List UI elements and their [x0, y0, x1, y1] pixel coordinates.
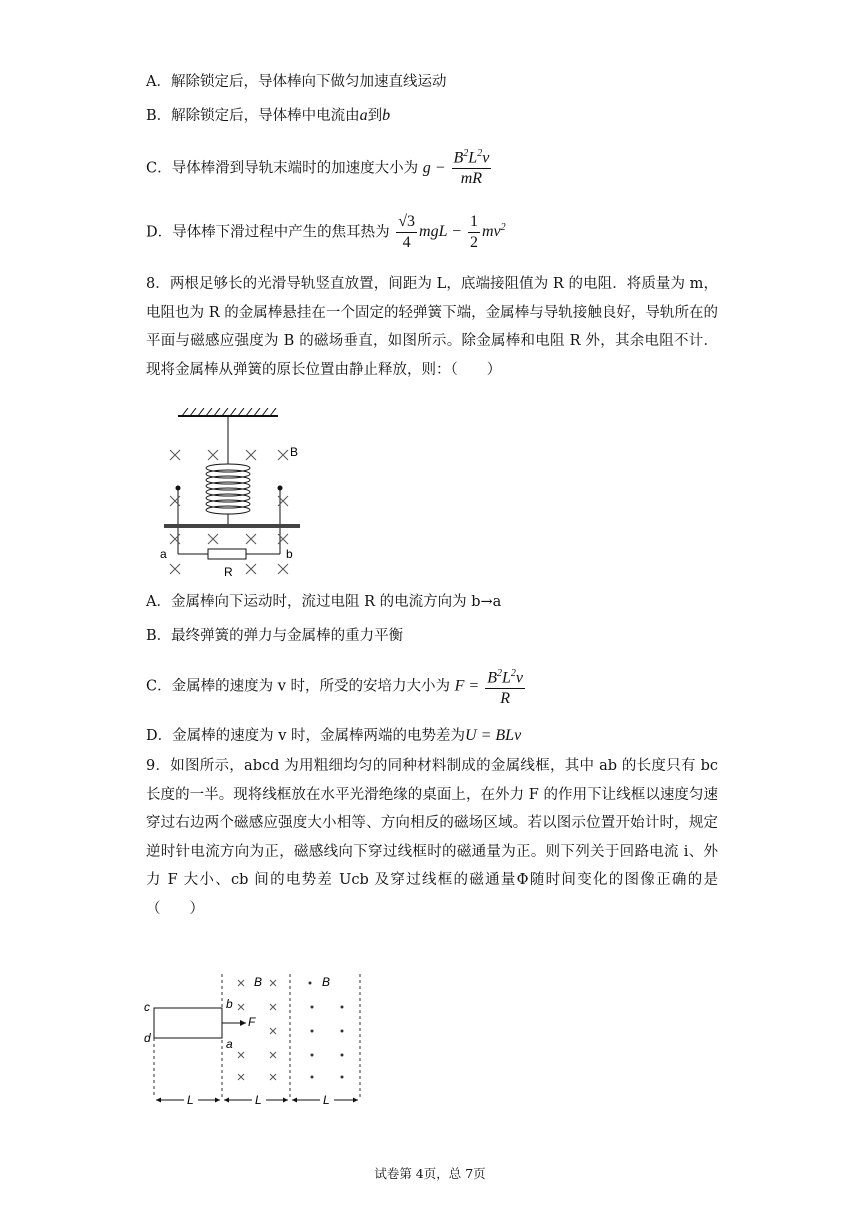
metal-rod — [164, 524, 300, 528]
q8-stem: 8．两根足够长的光滑导轨竖直放置，间距为 L，底端接阻值为 R 的电阻．将质量为 m，电阻也为 R 的金属棒悬挂在一个固定的轻弹簧下端，金属棒与导轨接触良好，导轨所在的平面与磁感应强度为 B 的磁场垂直，如图所示。除金属棒和电阻 R 外，其余电阻不计．现将金属棒从弹簧的原长位置由静止释放，则：（ ） — [146, 276, 718, 378]
q8-option-d — [146, 726, 521, 746]
fig9-label-L1: L — [187, 1093, 194, 1107]
fig9-label-c: c — [144, 1000, 150, 1014]
q7-option-c — [146, 146, 493, 191]
fig8-label-B: B — [290, 445, 299, 459]
fig8-label-R: R — [224, 565, 233, 579]
q8-option-c-formula: F = $\frac{B^2L^2v}{R}$ — [455, 664, 527, 709]
fig8-label-a: a — [160, 547, 167, 561]
q8-option-d-prefix: D．金属棒的速度为 v 时，金属棒两端的电势差为 — [146, 728, 466, 744]
fig8-label-b: b — [286, 547, 293, 561]
q8-option-a: A．金属棒向下运动时，流过电阻 R 的电流方向为 b→a — [146, 594, 502, 610]
fig9-label-b: b — [226, 997, 233, 1011]
q7-option-a: A．解除锁定后，导体棒向下做匀加速直线运动 — [146, 74, 447, 90]
q7-option-b — [146, 106, 390, 126]
q7-option-b-prefix: B．解除锁定后，导体棒中电流由 — [146, 108, 360, 124]
fig9-label-F: F — [248, 1015, 256, 1029]
fig9-label-L3: L — [323, 1093, 330, 1107]
fig9-label-a: a — [226, 1037, 233, 1051]
q9-figure — [140, 966, 366, 1108]
resistor — [208, 549, 246, 559]
q8-option-d-formula: U = BLv — [465, 727, 522, 744]
wire-frame — [154, 1008, 222, 1038]
q8-option-b: B．最终弹簧的弹力与金属棒的重力平衡 — [146, 628, 404, 644]
fig9-label-L2: L — [255, 1093, 262, 1107]
fig9-label-d: d — [144, 1031, 151, 1045]
q7-option-c-prefix: C．导体棒滑到导轨末端时的加速度大小为 — [146, 160, 419, 177]
q7-option-b-mid: 到 — [367, 108, 383, 124]
q7-option-c-formula: g − $\frac{B^2L^2v}{mR}$ — [423, 146, 494, 191]
q7-option-d-prefix: D．导体棒下滑过程中产生的焦耳热为 — [146, 224, 390, 241]
q7-option-d-formula: $\frac{√3}{4}$ mgL − $\frac{1}{2}$ $mv^2$ — [398, 213, 506, 251]
fig9-label-B1: B — [254, 975, 263, 989]
q9-stem: 9．如图所示，abcd 为用粗细均匀的同种材料制成的金属线框，其中 ab 的长度只有 bc 长度的一半。现将线框放在水平光滑绝缘的桌面上，在外力 F 的作用下让线框以速度匀速穿过右边两个磁感应强度大小相等、方向相反的磁场区域。若以图示位置开始计时，规定逆时针电流方向为正，磁感线向下穿过线框时的磁通量为正。则下列关于回路电流 i、外力 F 大小、cb 间的电势差 Ucb 及穿过线框的磁通量Φ随时间变化的图像正确的是（ ） — [146, 758, 718, 917]
q7-option-d — [146, 212, 506, 253]
q7-option-b-b: b — [382, 107, 391, 124]
q8-option-c — [146, 664, 527, 709]
q7-option-b-a: a — [359, 107, 368, 124]
page-footer: 试卷第 4页，总 7页 — [374, 1166, 486, 1181]
fig9-label-B2: B — [322, 975, 331, 989]
q8-option-c-prefix: C．金属棒的速度为 v 时，所受的安培力大小为 — [146, 678, 451, 695]
q8-figure — [160, 408, 310, 583]
